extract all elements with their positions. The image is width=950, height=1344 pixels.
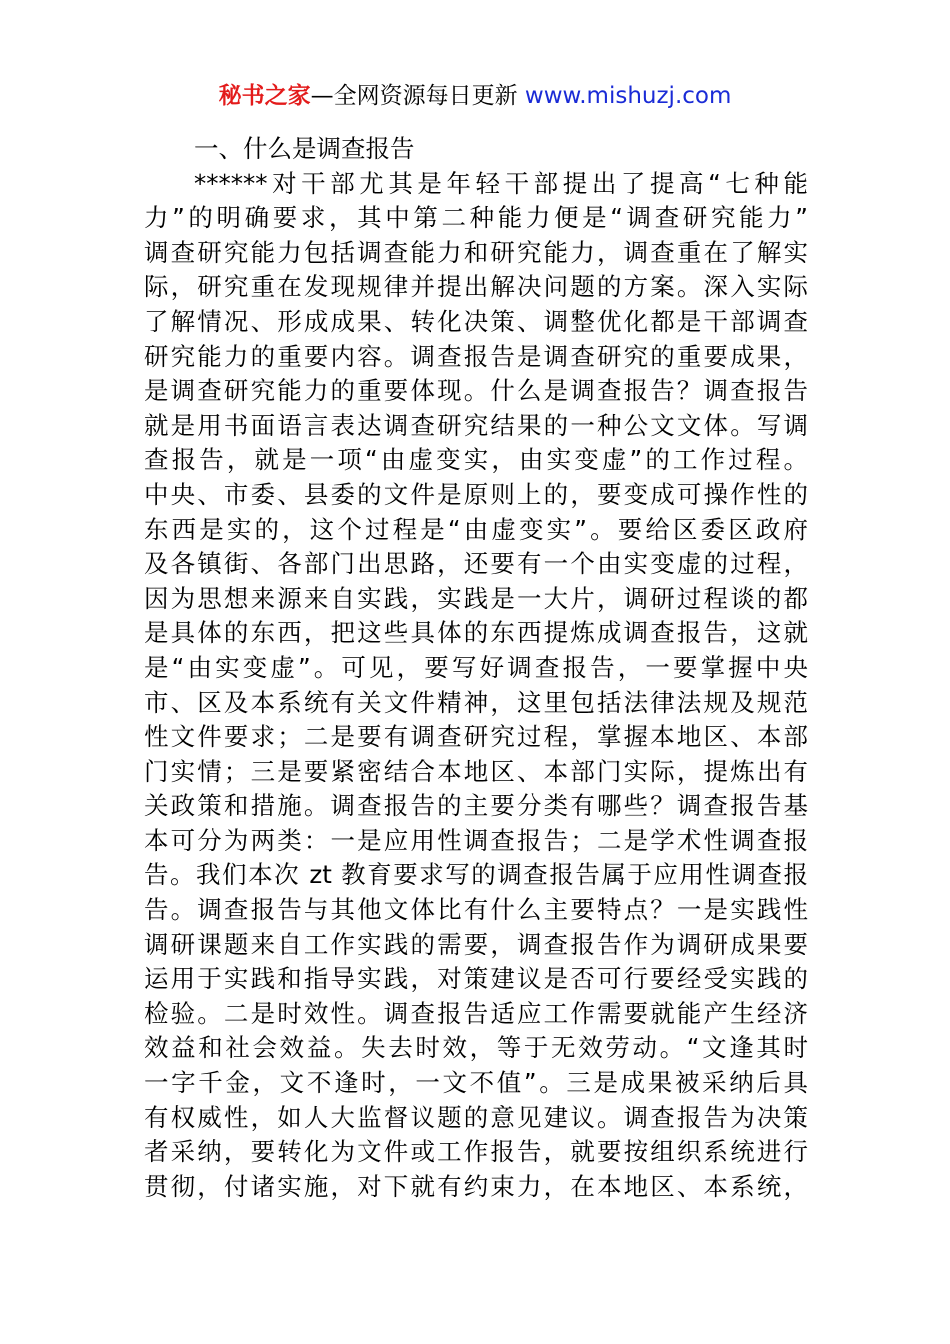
- paragraph-line: 性文件要求；二是要有调查研究过程，掌握本地区、本部: [144, 722, 808, 752]
- paragraph-line: 东西是实的，这个过程是“由虚变实”。要给区委区政府: [144, 514, 808, 544]
- site-url-link[interactable]: www.mishuzj.com: [524, 83, 732, 109]
- paragraph-line: 告。我们本次 zt 教育要求写的调查报告属于应用性调查报: [144, 860, 808, 890]
- paragraph-line: 及各镇街、各部门出思路，还要有一个由实变虚的过程，: [144, 549, 808, 579]
- paragraph-line: 是“由实变虚”。可见，要写好调查报告，一要掌握中央: [144, 652, 808, 682]
- paragraph-line: 一字千金，文不逢时，一文不值”。三是成果被采纳后具: [144, 1068, 808, 1098]
- paragraph-line: 就是用书面语言表达调查研究结果的一种公文文体。写调: [144, 410, 808, 440]
- header-tagline: —全网资源每日更新: [310, 83, 525, 109]
- paragraph-line: 是具体的东西，把这些具体的东西提炼成调查报告，这就: [144, 618, 808, 648]
- brand-name: 秘书之家: [218, 83, 311, 109]
- paragraph-line: 力”的明确要求，其中第二种能力便是“调查研究能力”: [144, 203, 808, 233]
- paragraph-line: 门实情；三是要紧密结合本地区、本部门实际，提炼出有: [144, 756, 808, 786]
- paragraph-line: 检验。二是时效性。调查报告适应工作需要就能产生经济: [144, 998, 808, 1028]
- paragraph-line: 关政策和措施。调查报告的主要分类有哪些？调查报告基: [144, 791, 808, 821]
- paragraph-line: 告。调查报告与其他文体比有什么主要特点？一是实践性: [144, 895, 808, 925]
- paragraph-line: 者采纳，要转化为文件或工作报告，就要按组织系统进行: [144, 1137, 808, 1167]
- section-heading: 一、什么是调查报告: [194, 134, 415, 163]
- paragraph-line: 查报告，就是一项“由虚变实，由实变虚”的工作过程。: [144, 445, 808, 475]
- paragraph-line: 有权威性，如人大监督议题的意见建议。调查报告为决策: [144, 1102, 808, 1132]
- paragraph-line: 是调查研究能力的重要体现。什么是调查报告？调查报告: [144, 376, 808, 406]
- paragraph-line: 研究能力的重要内容。调查报告是调查研究的重要成果，: [144, 341, 808, 371]
- paragraph-line: 际，研究重在发现规律并提出解决问题的方案。深入实际: [144, 272, 808, 302]
- paragraph-line: ******对干部尤其是年轻干部提出了提高“七种能: [194, 168, 808, 198]
- paragraph-line: 调研课题来自工作实践的需要，调查报告作为调研成果要: [144, 929, 808, 959]
- paragraph-line: 因为思想来源来自实践，实践是一大片，调研过程谈的都: [144, 583, 808, 613]
- paragraph-line: 中央、市委、县委的文件是原则上的，要变成可操作性的: [144, 479, 808, 509]
- document-body: [144, 132, 808, 1204]
- paragraph-line: 运用于实践和指导实践，对策建议是否可行要经受实践的: [144, 964, 808, 994]
- paragraph-line: 本可分为两类：一是应用性调查报告；二是学术性调查报: [144, 825, 808, 855]
- paragraph-line: 效益和社会效益。失去时效，等于无效劳动。“文逢其时: [144, 1033, 808, 1063]
- paragraph-line: 市、区及本系统有关文件精神，这里包括法律法规及规范: [144, 687, 808, 717]
- paragraph-line: 调查研究能力包括调查能力和研究能力，调查重在了解实: [144, 237, 808, 267]
- paragraph-line: 了解情况、形成成果、转化决策、调整优化都是干部调查: [144, 306, 808, 336]
- paragraph-line: 贯彻，付诸实施，对下就有约束力，在本地区、本系统，: [144, 1171, 808, 1201]
- site-header: [0, 80, 950, 112]
